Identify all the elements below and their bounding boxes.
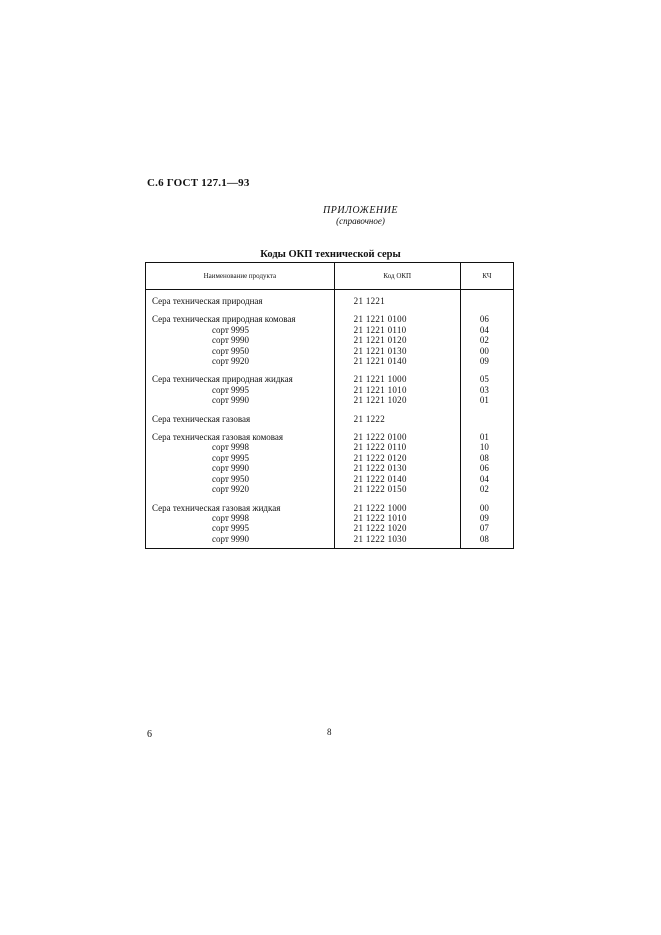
- kch-cell: 10: [460, 442, 513, 452]
- kch-cell: 02: [460, 484, 513, 494]
- table-row: [146, 374, 514, 384]
- okp-code-cell: 21 1222 1010: [334, 513, 460, 523]
- product-name-cell: Сера техническая природная: [146, 290, 335, 307]
- spacer-cell: [146, 366, 335, 374]
- spacer-cell: [334, 306, 460, 314]
- column-header-kch: КЧ: [460, 263, 513, 290]
- kch-cell: 04: [460, 474, 513, 484]
- okp-code-cell: 21 1221 1010: [334, 385, 460, 395]
- table-row: [146, 395, 514, 405]
- table-spacer-row: [146, 406, 514, 414]
- product-name-cell: сорт 9998: [146, 442, 335, 452]
- okp-code-cell: 21 1221 0140: [334, 356, 460, 366]
- kch-cell: 00: [460, 503, 513, 513]
- product-name-cell: сорт 9990: [146, 463, 335, 473]
- product-name-cell: сорт 9995: [146, 453, 335, 463]
- product-name-cell: сорт 9950: [146, 474, 335, 484]
- table-row: [146, 335, 514, 345]
- okp-code-cell: 21 1221 0120: [334, 335, 460, 345]
- table-spacer-row: [146, 306, 514, 314]
- product-name-cell: Сера техническая газовая: [146, 414, 335, 424]
- center-page-mark: 8: [327, 727, 332, 737]
- table-row: [146, 523, 514, 533]
- okp-code-cell: 21 1222 0150: [334, 484, 460, 494]
- table-row: [146, 534, 514, 549]
- table-caption: Коды ОКП технической серы: [260, 249, 401, 260]
- okp-code-cell: 21 1222 0100: [334, 432, 460, 442]
- table-body: [146, 290, 514, 549]
- product-name-cell: сорт 9920: [146, 356, 335, 366]
- okp-code-cell: 21 1222: [334, 414, 460, 424]
- kch-cell: 03: [460, 385, 513, 395]
- document-header: С.6 ГОСТ 127.1—93: [147, 177, 250, 189]
- kch-cell: [460, 290, 513, 307]
- table-row: [146, 463, 514, 473]
- product-name-cell: сорт 9920: [146, 484, 335, 494]
- kch-cell: 09: [460, 356, 513, 366]
- kch-cell: 06: [460, 314, 513, 324]
- okp-code-cell: 21 1221 1020: [334, 395, 460, 405]
- kch-cell: 00: [460, 346, 513, 356]
- spacer-cell: [146, 306, 335, 314]
- table-spacer-row: [146, 495, 514, 503]
- table-row: [146, 442, 514, 452]
- okp-code-cell: 21 1221 0110: [334, 325, 460, 335]
- product-name-cell: сорт 9995: [146, 325, 335, 335]
- product-name-cell: Сера техническая природная жидкая: [146, 374, 335, 384]
- table-row: [146, 453, 514, 463]
- kch-cell: 01: [460, 395, 513, 405]
- spacer-cell: [146, 495, 335, 503]
- spacer-cell: [334, 424, 460, 432]
- spacer-cell: [460, 495, 513, 503]
- table-row: [146, 385, 514, 395]
- kch-cell: 09: [460, 513, 513, 523]
- spacer-cell: [146, 424, 335, 432]
- okp-code-cell: 21 1222 1030: [334, 534, 460, 549]
- okp-code-cell: 21 1221: [334, 290, 460, 307]
- okp-code-cell: 21 1222 0140: [334, 474, 460, 484]
- table-row: [146, 314, 514, 324]
- product-name-cell: сорт 9990: [146, 335, 335, 345]
- page-number: 6: [147, 729, 152, 740]
- okp-code-cell: 21 1222 0110: [334, 442, 460, 452]
- okp-code-cell: 21 1222 1020: [334, 523, 460, 533]
- table-row: [146, 356, 514, 366]
- okp-code-cell: 21 1221 0100: [334, 314, 460, 324]
- okp-code-cell: 21 1221 1000: [334, 374, 460, 384]
- product-name-cell: Сера техническая газовая комовая: [146, 432, 335, 442]
- okp-code-cell: 21 1221 0130: [334, 346, 460, 356]
- product-name-cell: сорт 9998: [146, 513, 335, 523]
- product-name-cell: Сера техническая газовая жидкая: [146, 503, 335, 513]
- spacer-cell: [146, 406, 335, 414]
- spacer-cell: [334, 495, 460, 503]
- kch-cell: 07: [460, 523, 513, 533]
- kch-cell: 04: [460, 325, 513, 335]
- product-name-cell: сорт 9950: [146, 346, 335, 356]
- okp-codes-table: [145, 262, 514, 549]
- kch-cell: 08: [460, 534, 513, 549]
- table-row: [146, 513, 514, 523]
- table-row: [146, 325, 514, 335]
- product-name-cell: сорт 9990: [146, 534, 335, 549]
- table-row: [146, 474, 514, 484]
- kch-cell: 08: [460, 453, 513, 463]
- table-row: [146, 414, 514, 424]
- okp-code-cell: 21 1222 0120: [334, 453, 460, 463]
- table-spacer-row: [146, 366, 514, 374]
- okp-code-cell: 21 1222 0130: [334, 463, 460, 473]
- appendix-title: ПРИЛОЖЕНИЕ: [323, 205, 398, 216]
- table-row: [146, 346, 514, 356]
- table-header-row: [146, 263, 514, 290]
- product-name-cell: сорт 9995: [146, 385, 335, 395]
- product-name-cell: Сера техническая природная комовая: [146, 314, 335, 324]
- spacer-cell: [460, 406, 513, 414]
- column-header-product-name: Наименование продукта: [146, 263, 335, 290]
- table-row: [146, 503, 514, 513]
- product-name-cell: сорт 9990: [146, 395, 335, 405]
- kch-cell: 05: [460, 374, 513, 384]
- spacer-cell: [334, 406, 460, 414]
- kch-cell: 01: [460, 432, 513, 442]
- spacer-cell: [460, 366, 513, 374]
- spacer-cell: [460, 424, 513, 432]
- spacer-cell: [334, 366, 460, 374]
- table-row: [146, 484, 514, 494]
- okp-code-cell: 21 1222 1000: [334, 503, 460, 513]
- kch-cell: [460, 414, 513, 424]
- table-row: [146, 432, 514, 442]
- table-row: [146, 290, 514, 307]
- column-header-okp-code: Код ОКП: [334, 263, 460, 290]
- table-spacer-row: [146, 424, 514, 432]
- appendix-subtitle: (справочное): [336, 216, 385, 226]
- kch-cell: 06: [460, 463, 513, 473]
- spacer-cell: [460, 306, 513, 314]
- kch-cell: 02: [460, 335, 513, 345]
- product-name-cell: сорт 9995: [146, 523, 335, 533]
